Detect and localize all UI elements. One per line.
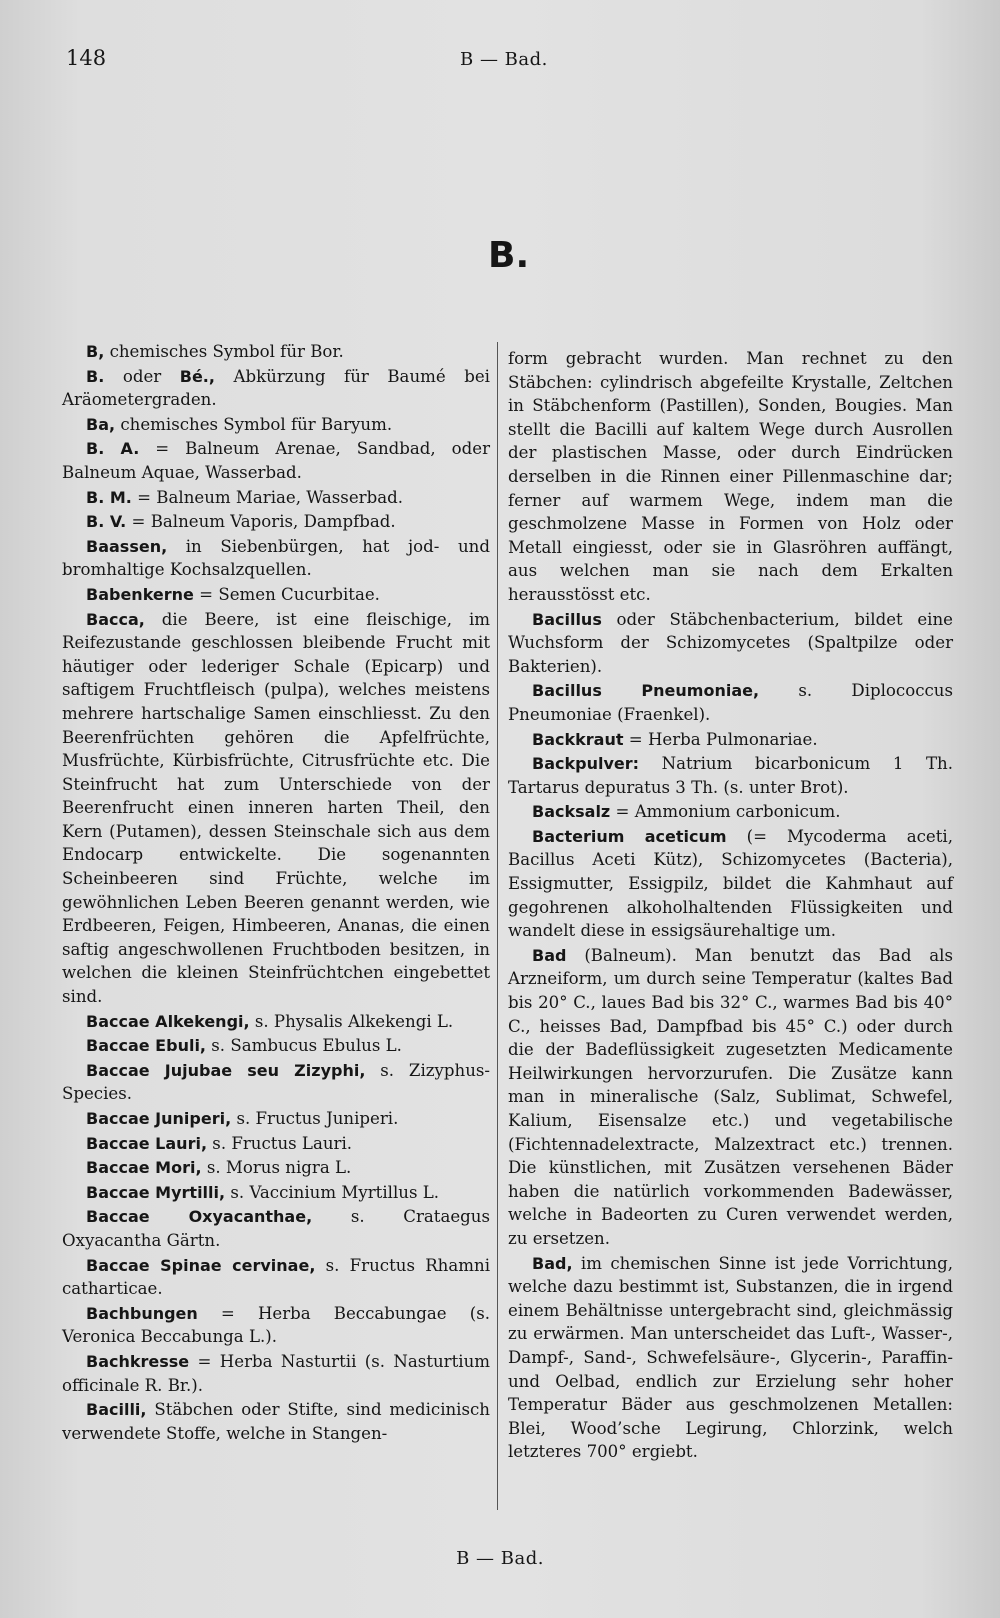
entry-definition: Stäbchen oder Stifte, sind medicinisch verwendete Stoffe, welche in Stangen- (62, 1400, 490, 1443)
entry-definition: oder (122, 366, 162, 386)
dictionary-entry (62, 1254, 490, 1301)
dictionary-entry (62, 1132, 490, 1156)
right-column (508, 347, 953, 1465)
entry-headword: B. (86, 366, 105, 386)
entry-headword: Bad, (532, 1253, 573, 1273)
entry-headword: Bacca, (86, 609, 145, 629)
entry-headword: Bacilli, (86, 1400, 147, 1420)
dictionary-entry (508, 608, 953, 679)
entry-headword: Baccae Myrtilli, (86, 1182, 226, 1202)
entry-headword: Backsalz (532, 802, 611, 822)
entry-definition: oder Stäbchenbacterium, bildet eine Wuchsform der Schizomycetes (Spaltpilze oder Bakterien). (508, 609, 953, 676)
page-number: 148 (66, 46, 107, 70)
entry-headword: Bachbungen (86, 1303, 198, 1323)
dictionary-entry (508, 800, 953, 824)
dictionary-entry (62, 1350, 490, 1397)
dictionary-entry (62, 1059, 490, 1106)
entry-definition: s. Diplococcus Pneumoniae (Fraenkel). (508, 681, 953, 724)
entry-headword-variant: Bé., (179, 366, 215, 386)
entry-definition: = Herba Beccabungae (s. Veronica Beccabunga L.). (62, 1303, 490, 1347)
entry-definition: = Balneum Vaporis, Dampfbad. (131, 512, 396, 532)
entry-headword: Bachkresse (86, 1351, 190, 1371)
right-column-entries (508, 608, 953, 1464)
entry-headword: Bad (532, 945, 567, 965)
entry-definition: = Balneum Mariae, Wasserbad. (137, 487, 403, 507)
entry-headword: Bacillus Pneumoniae, (532, 681, 760, 701)
dictionary-entry (508, 728, 953, 752)
entry-headword: Ba, (86, 414, 116, 434)
entry-headword: Baccae Spinae cervinae, (86, 1255, 316, 1275)
entry-definition: (= Mycoderma aceti, Bacillus Aceti Kütz), Schizomycetes (Bacteria), Essigmutter, Essigpilz, bildet die Kahmhaut auf gegohrenen alkoholhaltenden Flüssigkeiten und wandelt diese in essigsäurehaltige um. (508, 826, 953, 941)
entry-definition: s. Sambucus Ebulus L. (211, 1036, 402, 1056)
entry-headword: Bacillus (532, 609, 602, 629)
dictionary-entry (62, 510, 490, 534)
entry-definition: Abkürzung für Baumé bei Aräometergraden. (62, 366, 490, 410)
entry-definition: = Herba Pulmonariae. (628, 729, 818, 749)
dictionary-entry (508, 679, 953, 726)
entry-headword: Backpulver: (532, 754, 640, 774)
dictionary-entry (62, 1302, 490, 1349)
entry-definition: = Herba Nasturtii (s. Nasturtium officinale R. Br.). (62, 1351, 490, 1395)
dictionary-entry (62, 1107, 490, 1131)
entry-definition: Natrium bicarbonicum 1 Th. Tartarus depuratus 3 Th. (s. unter Brot). (508, 754, 953, 797)
entry-headword: Bacterium aceticum (532, 826, 727, 846)
entry-definition: s. Crataegus Oxyacantha Gärtn. (62, 1207, 491, 1250)
column-divider (497, 342, 498, 1510)
entry-headword: B. A. (86, 439, 140, 459)
section-letter: B. (488, 235, 530, 276)
entry-definition: chemisches Symbol für Baryum. (120, 414, 393, 434)
entry-headword: Baccae Mori, (86, 1158, 202, 1178)
dictionary-entry (62, 583, 490, 607)
entry-definition: s. Fructus Rhamni catharticae. (62, 1255, 490, 1299)
dictionary-entry (62, 340, 490, 364)
dictionary-entry (62, 1181, 490, 1205)
entry-headword: Baccae Lauri, (86, 1133, 208, 1153)
entry-definition: in Siebenbürgen, hat jod- und bromhaltige Kochsalzquellen. (62, 536, 490, 580)
dictionary-entry (62, 1034, 490, 1058)
entry-headword: Baccae Ebuli, (86, 1036, 206, 1056)
entry-headword: Babenkerne (86, 584, 194, 604)
page-footer: B — Bad. (456, 1548, 544, 1569)
entry-headword: B. M. (86, 487, 132, 507)
dictionary-entry (62, 1156, 490, 1180)
dictionary-entry (62, 535, 490, 582)
entry-definition: chemisches Symbol für Bor. (109, 342, 344, 361)
dictionary-entry (508, 825, 953, 943)
entry-headword: B, (86, 342, 105, 361)
dictionary-entry (62, 437, 490, 484)
dictionary-entry (62, 413, 490, 437)
dictionary-entry (62, 1010, 490, 1034)
entry-definition: s. Fructus Juniperi. (236, 1109, 399, 1128)
running-head: B — Bad. (460, 49, 548, 70)
dictionary-entry (62, 1398, 490, 1445)
entry-headword: Baccae Alkekengi, (86, 1011, 250, 1031)
entry-headword: Baassen, (86, 536, 168, 556)
entry-headword: Baccae Oxyacanthae, (86, 1207, 313, 1227)
dictionary-entry (62, 486, 490, 510)
dictionary-entry (508, 1252, 953, 1464)
dictionary-entry (508, 752, 953, 799)
dictionary-entry (62, 1205, 490, 1252)
entry-definition: die Beere, ist eine fleischige, im Reifezustande geschlossen bleibende Frucht mit häutiger oder lederiger Schale (Epicarp) und saftigem Fruchtfleisch (pulpa), welches meistens mehrere hartschalige Samen einschliesst. Zu den Beerenfrüchten gehören die Apfelfrüchte, Musfrüchte, Kürbisfrüchte, Citrusfrüchte etc. Die Steinfrucht hat zum Unterschiede von der Beerenfrucht einen inneren harten Theil, den Kern (Putamen), dessen Steinschale sich aus dem Endocarp entwickelte. Die sogenannten Scheinbeeren sind Früchte, welche im gewöhnlichen Leben Beeren genannt werden, wie Erdbeeren, Feigen, Himbeeren, Ananas, die einen saftig angeschwollenen Fruchtboden besitzen, in welchen die kleinen Steinfrüchtchen eingebettet sind. (62, 609, 490, 1007)
entry-definition: s. Vaccinium Myrtillus L. (230, 1182, 440, 1202)
entry-definition: = Semen Cucurbitae. (199, 584, 380, 604)
entry-definition: im chemischen Sinne ist jede Vorrichtung, welche dazu bestimmt ist, Substanzen, die in irgend einem Behältnisse untergebracht sind, gleichmässig zu erwärmen. Man unterscheidet das Luft-, Wasser-, Dampf-, Sand-, Schwefelsäure-, Glycerin-, Paraffin- und Oelbad, endlich zur Erzielung sehr hoher Temperatur Bäder aus geschmolzenen Metallen: Blei, Wood’sche Legirung, Chlorzink, welch letzteres 700° ergiebt. (508, 1253, 954, 1462)
entry-headword: Baccae Juniperi, (86, 1109, 232, 1128)
entry-definition: = Balneum Arenae, Sandbad, oder Balneum Aquae, Wasserbad. (62, 439, 490, 482)
entry-definition: = Ammonium carbonicum. (615, 802, 841, 822)
entry-definition: s. Physalis Alkekengi L. (254, 1011, 454, 1031)
entry-definition: s. Morus nigra L. (206, 1158, 352, 1178)
dictionary-entry (62, 365, 490, 412)
entry-definition: (Balneum). Man benutzt das Bad als Arzneiform, um durch seine Temperatur (kaltes Bad bis 20° C., laues Bad bis 32° C., warmes Bad bis 40° C., heisses Bad, Dampfbad bis 45° C.) oder durch die der Badeflüssigkeit zugesetzten Medicamente Heilwirkungen hervorzurufen. Die Zusätze kann man in mineralische (Salz, Sublimat, Schwefel, Kalium, Eisensalze etc.) und vegetabilische (Fichtennadelextracte, Malzextract etc.) trennen. Die künstlichen, mit Zusätzen versehenen Bäder haben die natürlich vorkommenden Badewässer, welche in Badeorten zu Curen verwendet werden, zu ersetzen. (508, 945, 954, 1248)
left-column (62, 340, 490, 1446)
entry-headword: Backkraut (532, 729, 624, 749)
entry-headword: B. V. (86, 512, 127, 532)
entry-definition: s. Zizyphus-Species. (62, 1060, 491, 1104)
dictionary-entry (508, 944, 953, 1251)
dictionary-entry (62, 608, 490, 1009)
entry-definition: s. Fructus Lauri. (212, 1133, 353, 1153)
continued-entry-text: form gebracht wurden. Man rechnet zu den Stäbchen: cylindrisch abgefeilte Krystalle, Zeltchen in Stäbchenform (Pastillen), Sonden, Bougies. Man stellt die Bacilli auf kaltem Wege durch Ausrollen der plastischen Masse, oder durch Eindrücken derselben in die Rinnen einer Pillenmaschine dar; ferner auf warmem Wege, indem man die geschmolzene Masse in Formen von Holz oder Metall eingiesst, oder sie in Glasröhren auffängt, aus welchen man sie nach dem Erkalten herausstösst etc. (508, 349, 953, 604)
entry-headword: Baccae Jujubae seu Zizyphi, (86, 1060, 366, 1080)
